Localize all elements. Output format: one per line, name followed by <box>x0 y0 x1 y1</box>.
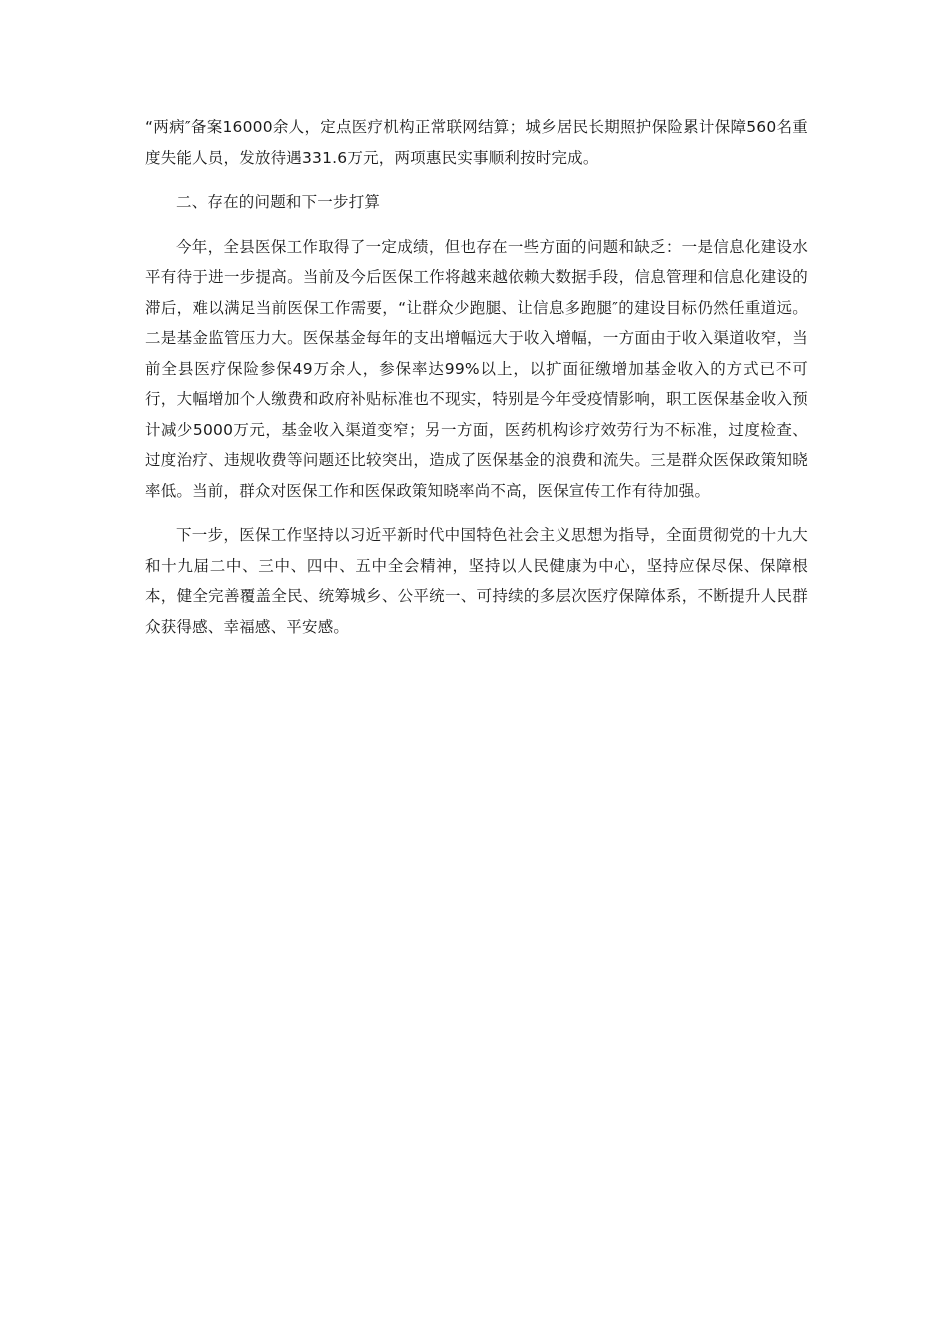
section-heading: 二、存在的问题和下一步打算 <box>176 193 381 211</box>
paragraph-next-steps: 下一步，医保工作坚持以习近平新时代中国特色社会主义思想为指导，全面贯彻党的十九大和十九届二中、三中、四中、五中全会精神，坚持以人民健康为中心，坚持应保尽保、保障根本，健全完善覆盖全民、统筹城乡、公平统一、可持续的多层次医疗保障体系，不断提升人民群众获得感、幸福感、平安感。 <box>145 526 808 636</box>
paragraph-continuation: “两病″备案16000余人，定点医疗机构正常联网结算；城乡居民长期照护保险累计保障560名重度失能人员，发放待遇331.6万元，两项惠民实事顺利按时完成。 <box>145 118 808 167</box>
document-body <box>145 112 808 642</box>
paragraph-problems: 今年，全县医保工作取得了一定成绩，但也存在一些方面的问题和缺乏：一是信息化建设水平有待于进一步提高。当前及今后医保工作将越来越依赖大数据手段，信息管理和信息化建设的滞后，难以满足当前医保工作需要，“让群众少跑腿、让信息多跑腿″的建设目标仍然任重道远。二是基金监管压力大。医保基金每年的支出增幅远大于收入增幅，一方面由于收入渠道收窄，当前全县医疗保险参保49万余人，参保率达99%以上，以扩面征缴增加基金收入的方式已不可行，大幅增加个人缴费和政府补贴标准也不现实，特别是今年受疫情影响，职工医保基金收入预计减少5000万元，基金收入渠道变窄；另一方面，医药机构诊疗效劳行为不标准，过度检查、过度治疗、违规收费等问题还比较突出，造成了医保基金的浪费和流失。三是群众医保政策知晓率低。当前，群众对医保工作和医保政策知晓率尚不高，医保宣传工作有待加强。 <box>145 237 808 500</box>
